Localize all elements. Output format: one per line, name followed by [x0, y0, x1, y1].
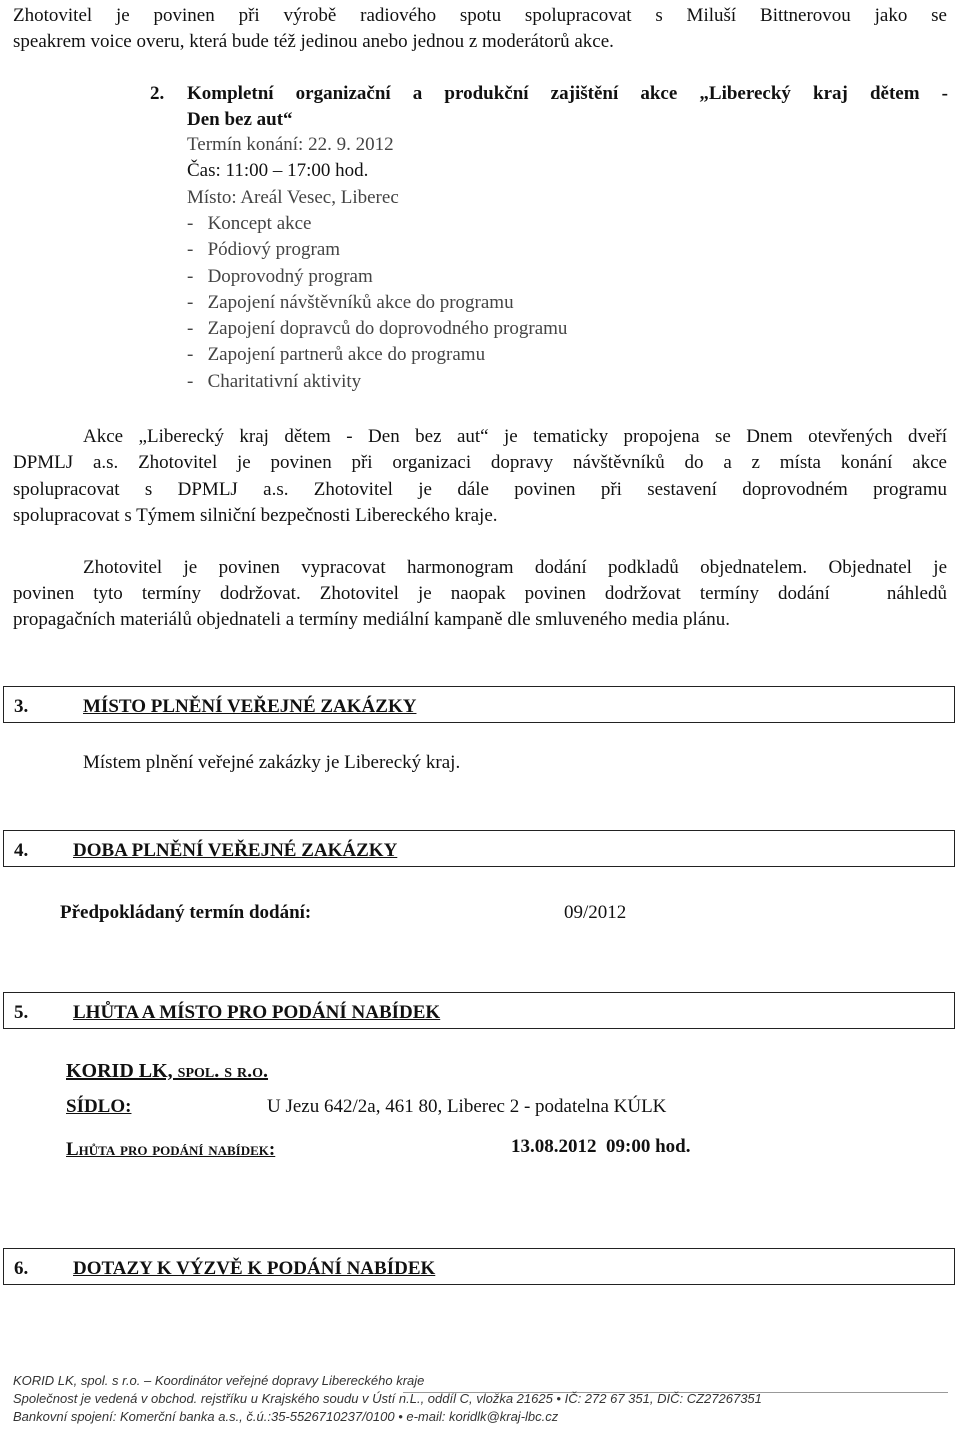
intro-line-2: speakrem voice overu, která bude též jedinou anebo jednou z moderátorů akce. [13, 31, 614, 52]
section-3-number: 3. [14, 696, 29, 717]
section-5-sidlo-value: U Jezu 642/2a, 461 80, Liberec 2 - podatelna KÚLK [267, 1096, 667, 1117]
section-6-number: 6. [14, 1258, 29, 1279]
list-item: - Koncept akce [187, 213, 312, 234]
list-item: - Zapojení dopravců do doprovodného programu [187, 318, 568, 340]
list-item: - Zapojení partnerů akce do programu [187, 344, 486, 366]
footer-line-3: Bankovní spojení: Komerční banka a.s., č.ú.:35-5526710237/0100 • e-mail: koridlk@kraj-lbc.cz [13, 1409, 559, 1424]
para1-line-1: Akce „Liberecký kraj dětem - Den bez aut“ je tematicky propojena se Dnem otevřených dveří [83, 426, 947, 447]
intro-line-1: Zhotovitel je povinen při výrobě radiového spotu spolupracovat s Miluší Bittnerovou jako se [13, 5, 947, 26]
section-4-heading-box [3, 830, 955, 867]
section-5-lhuta-label: Lhůta pro podání nabídek: [66, 1139, 276, 1160]
section-4-number: 4. [14, 840, 29, 861]
para1-line-2: DPMLJ a.s. Zhotovitel je povinen při organizaci dopravy návštěvníků do a z místa konání akce [13, 452, 947, 473]
list-item: - Pódiový program [187, 239, 341, 261]
para2-line-1: Zhotovitel je povinen vypracovat harmonogram dodání podkladů objednatelem. Objednatel je [83, 557, 947, 578]
para2-line-2: povinen tyto termíny dodržovat. Zhotovitel je naopak povinen dodržovat termíny dodání náhledů [13, 583, 947, 604]
list-item: - Zapojení návštěvníků akce do programu [187, 291, 514, 313]
section-4-title: DOBA PLNĚNÍ VEŘEJNÉ ZAKÁZKY [73, 840, 398, 861]
para2-line-3: propagačních materiálů objednateli a termíny mediální kampaně dle smluveného media plánu. [13, 609, 730, 630]
item2-misto: Místo: Areál Vesec, Liberec [187, 187, 399, 208]
section-5-number: 5. [14, 1002, 29, 1023]
section-3-title: MÍSTO PLNĚNÍ VEŘEJNÉ ZAKÁZKY [83, 696, 417, 717]
section-4-value: 09/2012 [564, 902, 627, 923]
section-4-label: Předpokládaný termín dodání: [60, 902, 312, 923]
footer-line-1: KORID LK, spol. s r.o. – Koordinátor veřejné dopravy Libereckého kraje [13, 1373, 425, 1388]
section-5-sidlo-label: SÍDLO: [66, 1096, 132, 1117]
item2-termin: Termín konání: 22. 9. 2012 [187, 134, 394, 155]
section-6-title: DOTAZY K VÝZVĚ K PODÁNÍ NABÍDEK [73, 1258, 436, 1279]
section-3-heading-box [3, 686, 955, 723]
section-5-company: KORID LK, spol. s r.o. [66, 1060, 269, 1082]
item2-bullet-list [187, 211, 567, 395]
list-item: - Doprovodný program [187, 265, 373, 287]
footer-line-2: Společnost je vedená v obchod. rejstříku u Krajského soudu v Ústí n.L., oddíl C, vložka 21625 • IČ: 272 67 351, DIČ: CZ27267351 [13, 1391, 762, 1406]
section-3-text: Místem plnění veřejné zakázky je Liberecký kraj. [83, 752, 461, 773]
item2-number: 2. [150, 83, 165, 104]
para1-line-4: spolupracovat s Týmem silniční bezpečnosti Libereckého kraje. [13, 505, 498, 526]
item2-title-line-1: Kompletní organizační a produkční zajištění akce „Liberecký kraj dětem - [187, 83, 948, 104]
section-6-heading-box [3, 1248, 955, 1285]
section-5-lhuta-value: 13.08.2012 09:00 hod. [511, 1136, 691, 1157]
section-5-title: LHŮTA A MÍSTO PRO PODÁNÍ NABÍDEK [73, 1002, 441, 1023]
para1-line-3: spolupracovat s DPMLJ a.s. Zhotovitel je dále povinen při sestavení doprovodném programu [13, 479, 947, 500]
item2-title-line-2: Den bez aut“ [187, 109, 293, 130]
item2-cas: Čas: 11:00 – 17:00 hod. [187, 160, 369, 181]
list-item: - Charitativní aktivity [187, 370, 362, 392]
section-5-heading-box [3, 992, 955, 1029]
